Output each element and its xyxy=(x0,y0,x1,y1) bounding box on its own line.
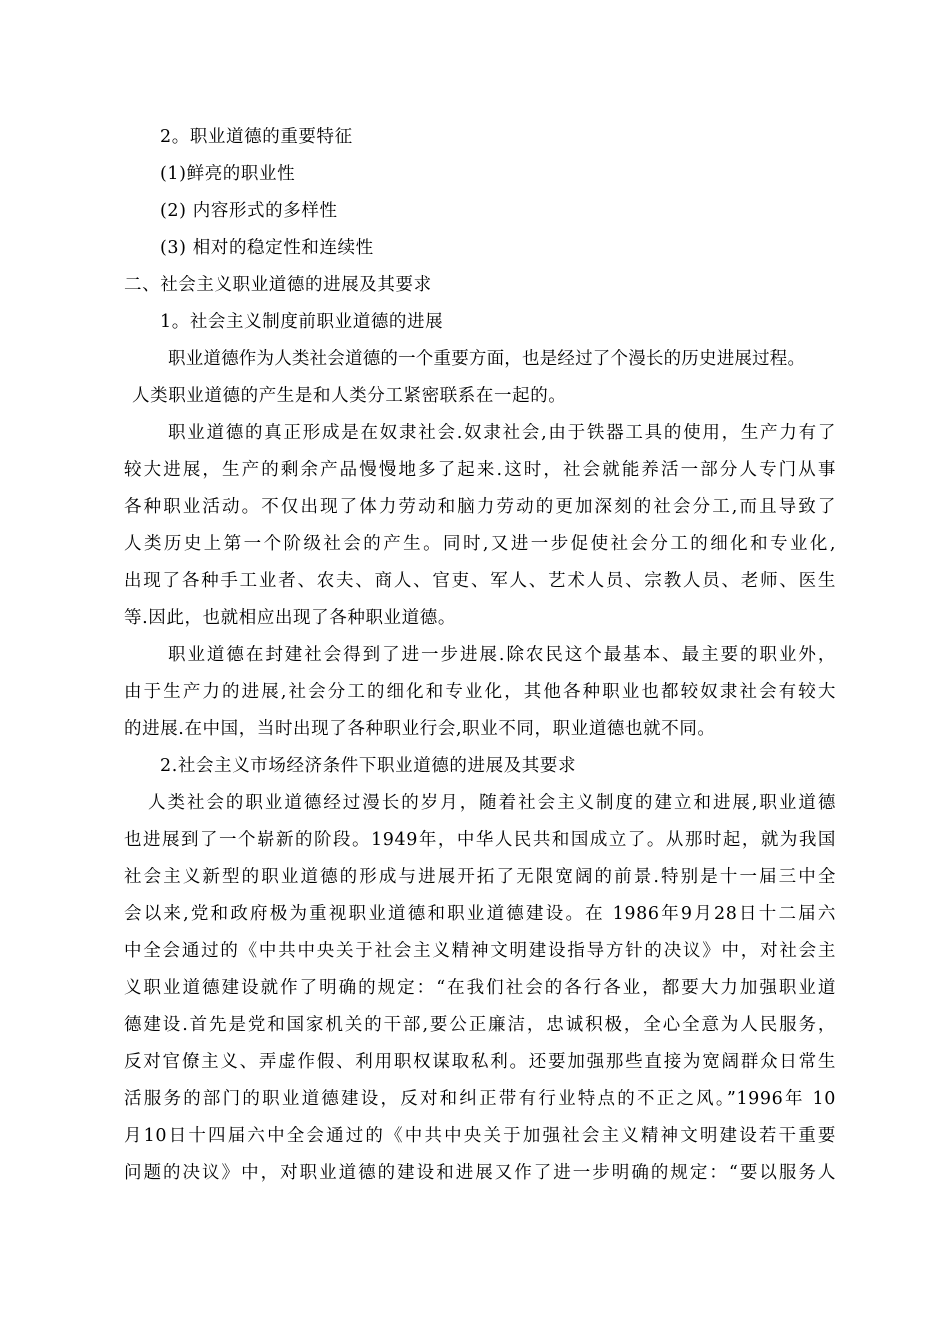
list-item: (3) 相对的稳定性和连续性 xyxy=(160,238,374,258)
paragraph-line: 义职业道德建设就作了明确的规定：“在我们社会的各行各业，都要大力加强职业道 xyxy=(124,978,836,998)
paragraph-line: 人类职业道德的产生是和人类分工紧密联系在一起的。 xyxy=(132,386,567,406)
paragraph-line: 职业道德在封建社会得到了进一步进展.除农民这个最基本、最主要的职业外， xyxy=(168,645,836,665)
list-item: (2) 内容形式的多样性 xyxy=(160,201,338,221)
paragraph-line: 也进展到了一个崭新的阶段。1949年，中华人民共和国成立了。从那时起，就为我国 xyxy=(124,830,836,850)
paragraph-line: 各种职业活动。不仅出现了体力劳动和脑力劳动的更加深刻的社会分工,而且导致了 xyxy=(124,497,836,517)
paragraph-line: 由于生产力的进展,社会分工的细化和专业化，其他各种职业也都较奴隶社会有较大 xyxy=(124,682,836,702)
paragraph-line: 人类历史上第一个阶级社会的产生。同时,又进一步促使社会分工的细化和专业化, xyxy=(124,534,836,554)
section-heading: 二、社会主义职业道德的进展及其要求 xyxy=(124,275,432,295)
paragraph-line: 月10日十四届六中全会通过的《中共中央关于加强社会主义精神文明建设若干重要 xyxy=(124,1126,836,1146)
paragraph-line: 反对官僚主义、弄虚作假、利用职权谋取私利。还要加强那些直接为宽阔群众日常生 xyxy=(124,1052,836,1072)
paragraph-line: 较大进展，生产的剩余产品慢慢地多了起来.这时，社会就能养活一部分人专门从事 xyxy=(124,460,836,480)
paragraph-line: 活服务的部门的职业道德建设，反对和纠正带有行业特点的不正之风。”1996年 10 xyxy=(124,1089,836,1109)
paragraph-line: 的进展.在中国，当时出现了各种职业行会,职业不同，职业道德也就不同。 xyxy=(124,719,716,739)
paragraph-line: 等.因此，也就相应出现了各种职业道德。 xyxy=(124,608,456,628)
subheading-line: 2.社会主义市场经济条件下职业道德的进展及其要求 xyxy=(160,756,577,776)
paragraph-line: 问题的决议》中，对职业道德的建设和进展又作了进一步明确的规定：“要以服务人 xyxy=(124,1163,836,1183)
paragraph-line: 社会主义新型的职业道德的形成与进展开拓了无限宽阔的前景.特别是十一届三中全 xyxy=(124,867,836,887)
paragraph-line: 职业道德的真正形成是在奴隶社会.奴隶社会,由于铁器工具的使用，生产力有了 xyxy=(168,423,836,443)
paragraph-line: 会以来,党和政府极为重视职业道德和职业道德建设。在 1986年9月28日十二届六 xyxy=(124,904,836,924)
subheading-line: 1。社会主义制度前职业道德的进展 xyxy=(160,312,444,332)
paragraph-line: 出现了各种手工业者、农夫、商人、官吏、军人、艺术人员、宗教人员、老师、医生 xyxy=(124,571,836,591)
paragraph-line: 人类社会的职业道德经过漫长的岁月，随着社会主义制度的建立和进展,职业道德 xyxy=(148,793,836,813)
paragraph-line: 职业道德作为人类社会道德的一个重要方面，也是经过了个漫长的历史进展过程。 xyxy=(168,349,806,369)
list-item: (1)鲜亮的职业性 xyxy=(160,164,296,184)
paragraph-line: 中全会通过的《中共中央关于社会主义精神文明建设指导方针的决议》中，对社会主 xyxy=(124,941,836,961)
paragraph-line: 德建设.首先是党和国家机关的干部,要公正廉洁，忠诚积极，全心全意为人民服务， xyxy=(124,1015,836,1035)
subheading-line: 2。职业道德的重要特征 xyxy=(160,127,353,147)
